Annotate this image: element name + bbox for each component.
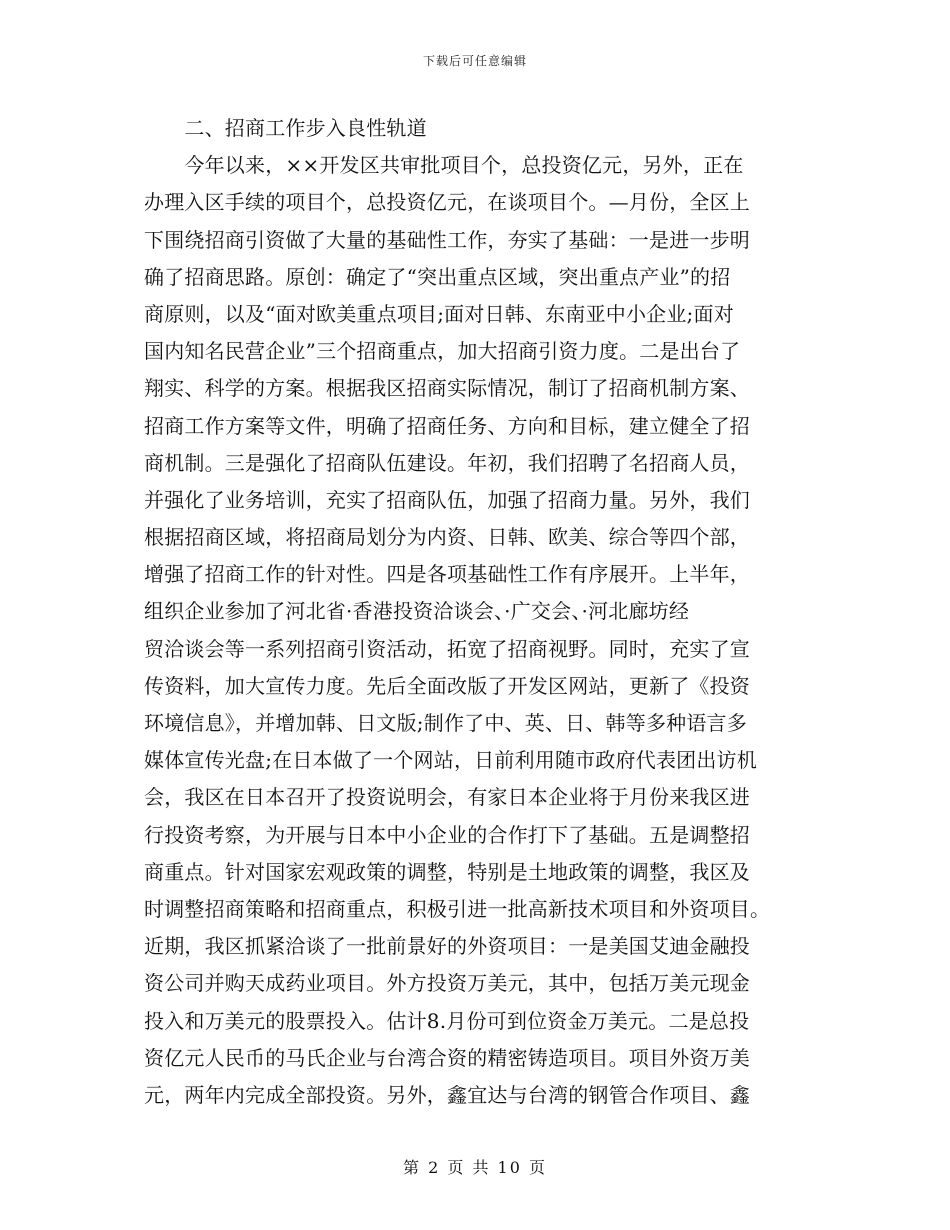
text-line: 商机制。三是强化了招商队伍建设。年初，我们招聘了名招商人员， — [144, 450, 750, 475]
text-line: 并强化了业务培训，充实了招商队伍，加强了招商力量。另外，我们 — [144, 487, 750, 512]
text-line: 翔实、科学的方案。根据我区招商实际情况，制订了招商机制方案、 — [144, 376, 750, 401]
section-heading: 二、招商工作步入良性轨道 — [144, 116, 427, 140]
text-line: 根据招商区域，将招商局划分为内资、日韩、欧美、综合等四个部， — [144, 525, 750, 550]
text-line: 商原则，以及“面对欧美重点项目;面对日韩、东南亚中小企业;面对 — [144, 301, 734, 326]
text-line: 国内知名民营企业”三个招商重点，加大招商引资力度。二是出台了 — [144, 339, 741, 364]
text-line: 下围绕招商引资做了大量的基础性工作，夯实了基础：一是进一步明 — [144, 227, 750, 252]
text-line: 商重点。针对国家宏观政策的调整，特别是土地政策的调整，我区及 — [144, 859, 750, 884]
text-line: 办理入区手续的项目个，总投资亿元，在谈项目个。—月份，全区上 — [144, 190, 750, 215]
text-line: 确了招商思路。原创：确定了“突出重点区域，突出重点产业”的招 — [144, 264, 731, 289]
text-line: 资公司并购天成药业项目。外方投资万美元，其中，包括万美元现金 — [144, 971, 750, 996]
page-header-note: 下载后可任意编辑 — [422, 54, 527, 68]
text-line: 近期，我区抓紧洽谈了一批前景好的外资项目：一是美国艾迪金融投 — [144, 934, 750, 959]
text-line: 今年以来，××开发区共审批项目个，总投资亿元，另外，正在 — [144, 153, 744, 178]
text-line: 贸洽谈会等一系列招商引资活动，拓宽了招商视野。同时，充实了宣 — [144, 636, 750, 661]
text-line: 环境信息》，并增加韩、日文版;制作了中、英、日、韩等多种语言多 — [144, 711, 747, 735]
text-line: 资亿元人民币的马氏企业与台湾合资的精密铸造项目。项目外资万美 — [144, 1045, 750, 1070]
text-line: 时调整招商策略和招商重点，积极引进一批高新技术项目和外资项目。 — [144, 896, 771, 921]
text-line: 媒体宣传光盘;在日本做了一个网站，日前利用随市政府代表团出访机 — [144, 748, 757, 773]
text-line: 增强了招商工作的针对性。四是各项基础性工作有序展开。上半年， — [144, 562, 750, 587]
text-line: 组织企业参加了河北省·香港投资洽谈会、·广交会、·河北廊坊经 — [144, 599, 690, 624]
text-line: 行投资考察，为开展与日本中小企业的合作打下了基础。五是调整招 — [144, 822, 750, 847]
text-line: 招商工作方案等文件，明确了招商任务、方向和目标，建立健全了招 — [144, 413, 750, 438]
page-number-footer: 第 2 页 共 10 页 — [403, 1158, 547, 1177]
text-line: 会，我区在日本召开了投资说明会，有家日本企业将于月份来我区进 — [144, 785, 750, 810]
body-text — [144, 110, 808, 1114]
text-line: 传资料，加大宣传力度。先后全面改版了开发区网站，更新了《投资 — [144, 673, 750, 698]
text-line: 元，两年内完成全部投资。另外，鑫宜达与台湾的钢管合作项目、鑫 — [144, 1082, 750, 1107]
text-line: 投入和万美元的股票投入。估计8.月份可到位资金万美元。二是总投 — [144, 1008, 750, 1033]
